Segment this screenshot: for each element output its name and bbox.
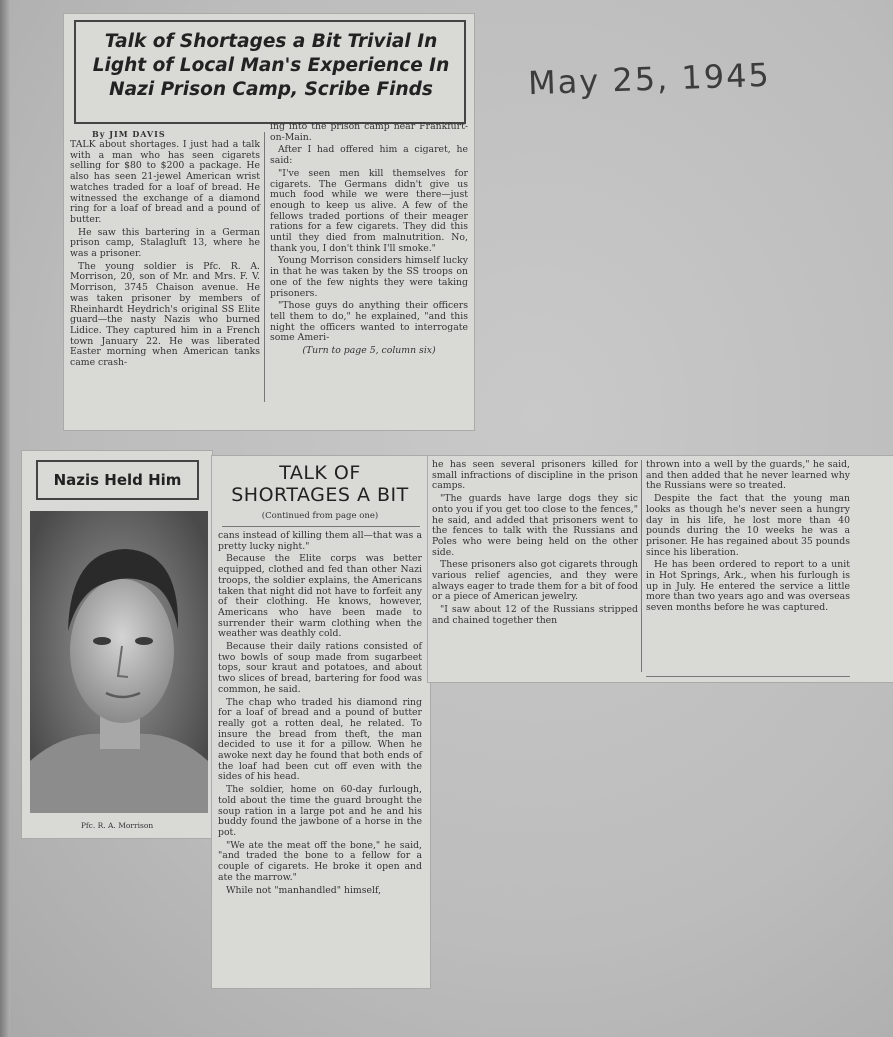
turn-note: (Turn to page 5, column six) [302, 345, 436, 357]
page-edge-shadow [0, 0, 10, 1037]
continuation-clipping-right [428, 456, 893, 682]
paragraph: TALK about shortages. I just had a talk with a man who has seen cigarets selling for $80 to $200 a package. He also has seen 21-jewel American wrist watches traded for a loaf of bread. He witnessed the exchange of a diamond ring for a loaf of bread and a pound of butter. [70, 139, 260, 225]
paragraph: Young Morrison considers himself lucky in that he was taken by the SS troops on one of the few nights they were taking prisoners. [270, 255, 468, 299]
article-byline: By JIM DAVIS [92, 129, 166, 139]
paragraph: thrown into a well by the guards," he said, and then added that he never learned why the Russians were so treated. [646, 459, 850, 492]
continuation-clipping [212, 456, 430, 988]
paragraph: cans instead of killing them all—that was a pretty lucky night." [218, 530, 422, 552]
continuation-title: TALK OF SHORTAGES A BIT [231, 462, 409, 506]
end-rule [646, 676, 850, 677]
continuation-column-3 [646, 460, 850, 616]
paragraph: He saw this bartering in a German prison camp, Stalagluft 13, where he was a prisoner. [70, 226, 260, 260]
continuation-subtitle: (Continued from page one) [261, 511, 379, 521]
article-column-2 [270, 122, 468, 359]
paragraph: "Those guys do anything their officers tell them to do," he explained, "and this night the officers wanted to interrogate some Ameri- [270, 300, 468, 344]
headline-box [74, 20, 466, 124]
paragraph: he has seen several prisoners killed for small infractions of discipline in the prison camps. [432, 459, 638, 492]
handwritten-date: May 25, 1945 [527, 55, 772, 103]
photo-caption: Pfc. R. A. Morrison [80, 821, 154, 830]
paragraph: These prisoners also got cigarets through various relief agencies, and they were always eager to trade them for a bit of food or a piece of American jewelry. [432, 559, 638, 603]
paragraph: The soldier, home on 60-day furlough, told about the time the guard brought the soup ration in a large pot and he and his buddy found the jawbone of a horse in the pot. [218, 784, 422, 838]
soldier-portrait [30, 511, 208, 813]
paragraph: Despite the fact that the young man looks as though he's never seen a hungry day in his life, he lost more than 40 pounds during the 10 weeks he was a prisoner. He has regained about 35 pounds since his liberation. [646, 493, 850, 558]
continuation-column-1 [218, 531, 422, 898]
paragraph: He has been ordered to report to a unit in Hot Springs, Ark., when his furlough is up in July. He entered the service a little more than two years ago and was overseas seven months before he was captured. [646, 559, 850, 614]
paragraph: The chap who traded his diamond ring for a loaf of bread and a pound of butter really got a rotten deal, he related. To insure the bread from theft, the man decided to use it for a pillow. When he awoke next day he found that both ends of the loaf had been cut off even with the sides of his head. [218, 696, 422, 783]
paragraph: After I had offered him a cigaret, he said: [270, 144, 468, 167]
paragraph: ing into the prison camp near Frankfurt-on-Main. [270, 121, 468, 143]
article-column-1 [70, 140, 260, 371]
paragraph: "I've seen men kill themselves for cigarets. The Germans didn't give us much food while we were there—just enough to keep us alive. A few of the fellows traded portions of their meager rations for a few cigarets. They did this until they died from malnutrition. No, thank you, I don't think I'll smoke." [270, 167, 468, 254]
paragraph: The young soldier is Pfc. R. A. Morrison, 20, son of Mr. and Mrs. F. V. Morrison, 3745 Chaison avenue. He was taken prisoner by members of Rheinhardt Heydrich's original SS Elite guard—the nasty Nazis who burned Lidice. They captured him in a French town January 22. He was liberated Easter morning when American tanks came crash- [70, 260, 260, 369]
paragraph: Because their daily rations consisted of two bowls of soup made from sugarbeet tops, sour kraut and potatoes, and about two slices of bread, bartering for food was common, he said. [218, 641, 422, 695]
paragraph: Because the Elite corps was better equipped, clothed and fed than other Nazi troops, the soldier explains, the Americans taken that night did not have to forfeit any of their clothing. He knows, however, Americans who have been made to surrender their warm clothing when the weather was deathly cold. [218, 553, 422, 640]
article-headline: Talk of Shortages a Bit Trivial In Light of Local Man's Experience In Nazi Prison Camp, Scribe Finds [92, 31, 450, 100]
photo-title: Nazis Held Him [53, 471, 182, 489]
paragraph: "We ate the meat off the bone," he said, "and traded the bone to a fellow for a couple of cigarets. He broke it open and ate the marrow." [218, 839, 422, 883]
column-rule [264, 132, 265, 402]
article-clipping [64, 14, 474, 430]
title-rule [222, 526, 420, 527]
paragraph: "I saw about 12 of the Russians stripped and chained together then [432, 604, 638, 626]
paragraph: "The guards have large dogs they sic onto you if you get too close to the fences," he said, and added that prisoners went to the fences to talk with the Russians and Poles who were being held on the other side. [432, 493, 638, 558]
photo-title-box [36, 460, 199, 500]
photo-clipping [22, 451, 212, 838]
continuation-column-2 [432, 460, 638, 629]
paragraph: While not "manhandled" himself, [226, 884, 382, 896]
column-rule [641, 460, 642, 672]
